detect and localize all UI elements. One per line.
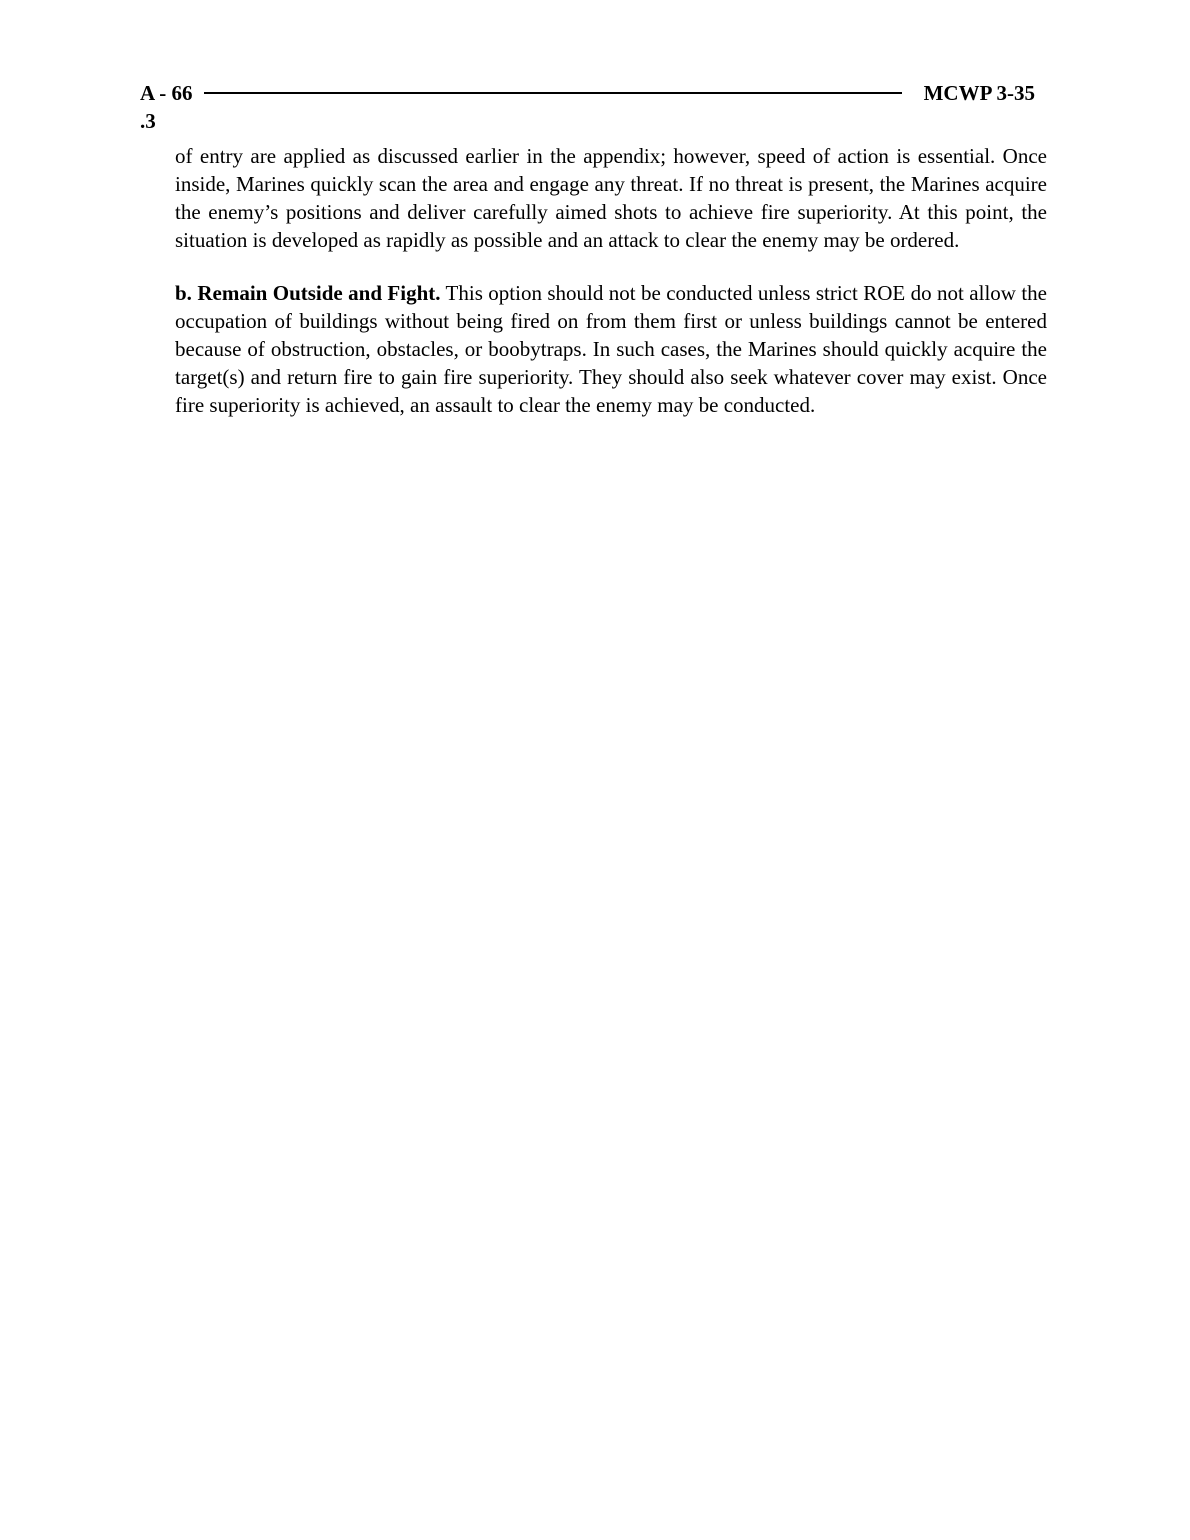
- page-number: A - 66: [140, 81, 193, 105]
- document-body: [175, 142, 1047, 444]
- paragraph-remain-outside: [175, 279, 1047, 419]
- page-header: [140, 80, 1035, 106]
- paragraph-continuation: [175, 142, 1047, 254]
- header-rule: [204, 92, 902, 94]
- page-number-continuation: .3: [140, 109, 156, 133]
- paragraph-text: of entry are applied as discussed earlier in the appendix; however, speed of action is essential. Once inside, Marines quickly scan the area and engage any threat. If no threat is present, the Marines acquire the enemy’s positions and deliver carefully aimed shots to achieve fire superiority. At this point, the situation is developed as rapidly as possible and an attack to clear the enemy may be ordered.: [175, 144, 1047, 252]
- publication-id: MCWP 3-35: [923, 81, 1035, 105]
- paragraph-text: This option should not be conducted unless strict ROE do not allow the occupation of buildings without being fired on from them first or unless buildings cannot be entered because of obstruction, obstacles, or boobytraps. In such cases, the Marines should quickly acquire the target(s) and return fire to gain fire superiority. They should also seek whatever cover may exist. Once fire superiority is achieved, an assault to clear the enemy may be conducted.: [175, 281, 1048, 417]
- subparagraph-heading: b. Remain Outside and Fight.: [175, 281, 441, 305]
